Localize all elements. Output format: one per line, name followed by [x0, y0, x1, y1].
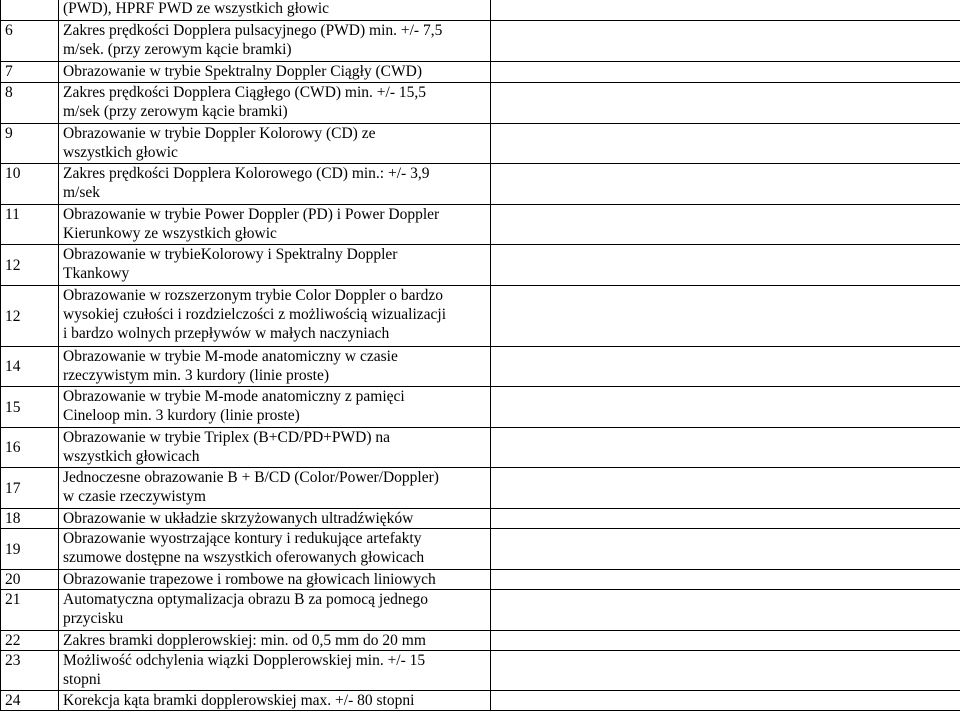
- table-row: [1, 21, 960, 62]
- row-description: Automatyczna optymalizacja obrazu B za pomocą jednego przycisku: [59, 590, 491, 631]
- row-description: Obrazowanie w układzie skrzyżowanych ultradźwięków: [59, 509, 491, 529]
- row-value-empty: [491, 468, 960, 509]
- row-number: 16: [1, 428, 59, 468]
- table-row: [1, 164, 960, 205]
- row-number: 20: [1, 570, 59, 590]
- table-row: [1, 509, 960, 529]
- table-row: [1, 651, 960, 691]
- row-description: Obrazowanie w trybie Power Doppler (PD) i Power Doppler Kierunkowy ze wszystkich głowic: [59, 205, 491, 245]
- row-number: 24: [1, 691, 59, 711]
- row-value-empty: [491, 509, 960, 529]
- row-number: 17: [1, 468, 59, 509]
- row-description: Zakres prędkości Dopplera Kolorowego (CD) min.: +/- 3,9 m/sek: [59, 164, 491, 205]
- row-number: 8: [1, 83, 59, 124]
- row-value-empty: [491, 347, 960, 387]
- table-row: [1, 428, 960, 468]
- row-value-empty: [491, 21, 960, 62]
- table-row: [1, 83, 960, 124]
- row-description: Zakres bramki dopplerowskiej: min. od 0,5 mm do 20 mm: [59, 631, 491, 651]
- row-number: 19: [1, 529, 59, 570]
- row-description: Obrazowanie w trybie M-mode anatomiczny z pamięci Cineloop min. 3 kurdory (linie proste): [59, 387, 491, 428]
- row-value-empty: [491, 0, 960, 21]
- table-row: [1, 468, 960, 509]
- row-number: 12: [1, 286, 59, 347]
- row-value-empty: [491, 124, 960, 164]
- row-value-empty: [491, 83, 960, 124]
- row-number: 23: [1, 651, 59, 691]
- table-row: [1, 0, 960, 21]
- table-row: [1, 245, 960, 286]
- row-number: 21: [1, 590, 59, 631]
- row-description: Jednoczesne obrazowanie B + B/CD (Color/Power/Doppler) w czasie rzeczywistym: [59, 468, 491, 509]
- row-value-empty: [491, 691, 960, 711]
- table-row: [1, 347, 960, 387]
- specification-table-body: [1, 0, 960, 711]
- row-value-empty: [491, 570, 960, 590]
- row-description: Obrazowanie trapezowe i rombowe na głowicach liniowych: [59, 570, 491, 590]
- row-number: 10: [1, 164, 59, 205]
- row-description: Obrazowanie w trybie Spektralny Doppler Ciągły (CWD): [59, 62, 491, 83]
- row-description: Obrazowanie w trybie M-mode anatomiczny w czasie rzeczywistym min. 3 kurdory (linie proste): [59, 347, 491, 387]
- row-value-empty: [491, 62, 960, 83]
- row-value-empty: [491, 286, 960, 347]
- row-description: Obrazowanie w trybie Triplex (B+CD/PD+PWD) na wszystkich głowicach: [59, 428, 491, 468]
- table-row: [1, 387, 960, 428]
- row-value-empty: [491, 245, 960, 286]
- table-row: [1, 529, 960, 570]
- table-row: [1, 286, 960, 347]
- row-number: 15: [1, 387, 59, 428]
- row-value-empty: [491, 651, 960, 691]
- row-description: Obrazowanie w trybieKolorowy i Spektralny Doppler Tkankowy: [59, 245, 491, 286]
- row-number: 12: [1, 245, 59, 286]
- row-number: 9: [1, 124, 59, 164]
- row-value-empty: [491, 590, 960, 631]
- row-number: 22: [1, 631, 59, 651]
- row-description: (PWD), HPRF PWD ze wszystkich głowic: [59, 0, 491, 21]
- row-description: Zakres prędkości Dopplera Ciągłego (CWD) min. +/- 15,5 m/sek (przy zerowym kącie bramki): [59, 83, 491, 124]
- row-description: Obrazowanie wyostrzające kontury i redukujące artefakty szumowe dostępne na wszystkich oferowanych głowicach: [59, 529, 491, 570]
- row-description: Obrazowanie w rozszerzonym trybie Color Doppler o bardzo wysokiej czułości i rozdzielczości z możliwością wizualizacji i bardzo wolnych przepływów w małych naczyniach: [59, 286, 491, 347]
- row-value-empty: [491, 428, 960, 468]
- row-value-empty: [491, 387, 960, 428]
- table-row: [1, 124, 960, 164]
- row-number: 6: [1, 21, 59, 62]
- row-value-empty: [491, 164, 960, 205]
- table-row: [1, 590, 960, 631]
- row-number: 14: [1, 347, 59, 387]
- row-number: 7: [1, 62, 59, 83]
- row-description: Korekcja kąta bramki dopplerowskiej max. +/- 80 stopni: [59, 691, 491, 711]
- row-value-empty: [491, 631, 960, 651]
- table-row: [1, 570, 960, 590]
- table-row: [1, 631, 960, 651]
- table-row: [1, 691, 960, 711]
- row-number: 18: [1, 509, 59, 529]
- row-description: Zakres prędkości Dopplera pulsacyjnego (PWD) min. +/- 7,5 m/sek. (przy zerowym kącie bramki): [59, 21, 491, 62]
- row-description: Możliwość odchylenia wiązki Dopplerowskiej min. +/- 15 stopni: [59, 651, 491, 691]
- row-value-empty: [491, 205, 960, 245]
- table-row: [1, 62, 960, 83]
- row-value-empty: [491, 529, 960, 570]
- table-row: [1, 205, 960, 245]
- row-number: 11: [1, 205, 59, 245]
- row-number: [1, 0, 59, 21]
- row-description: Obrazowanie w trybie Doppler Kolorowy (CD) ze wszystkich głowic: [59, 124, 491, 164]
